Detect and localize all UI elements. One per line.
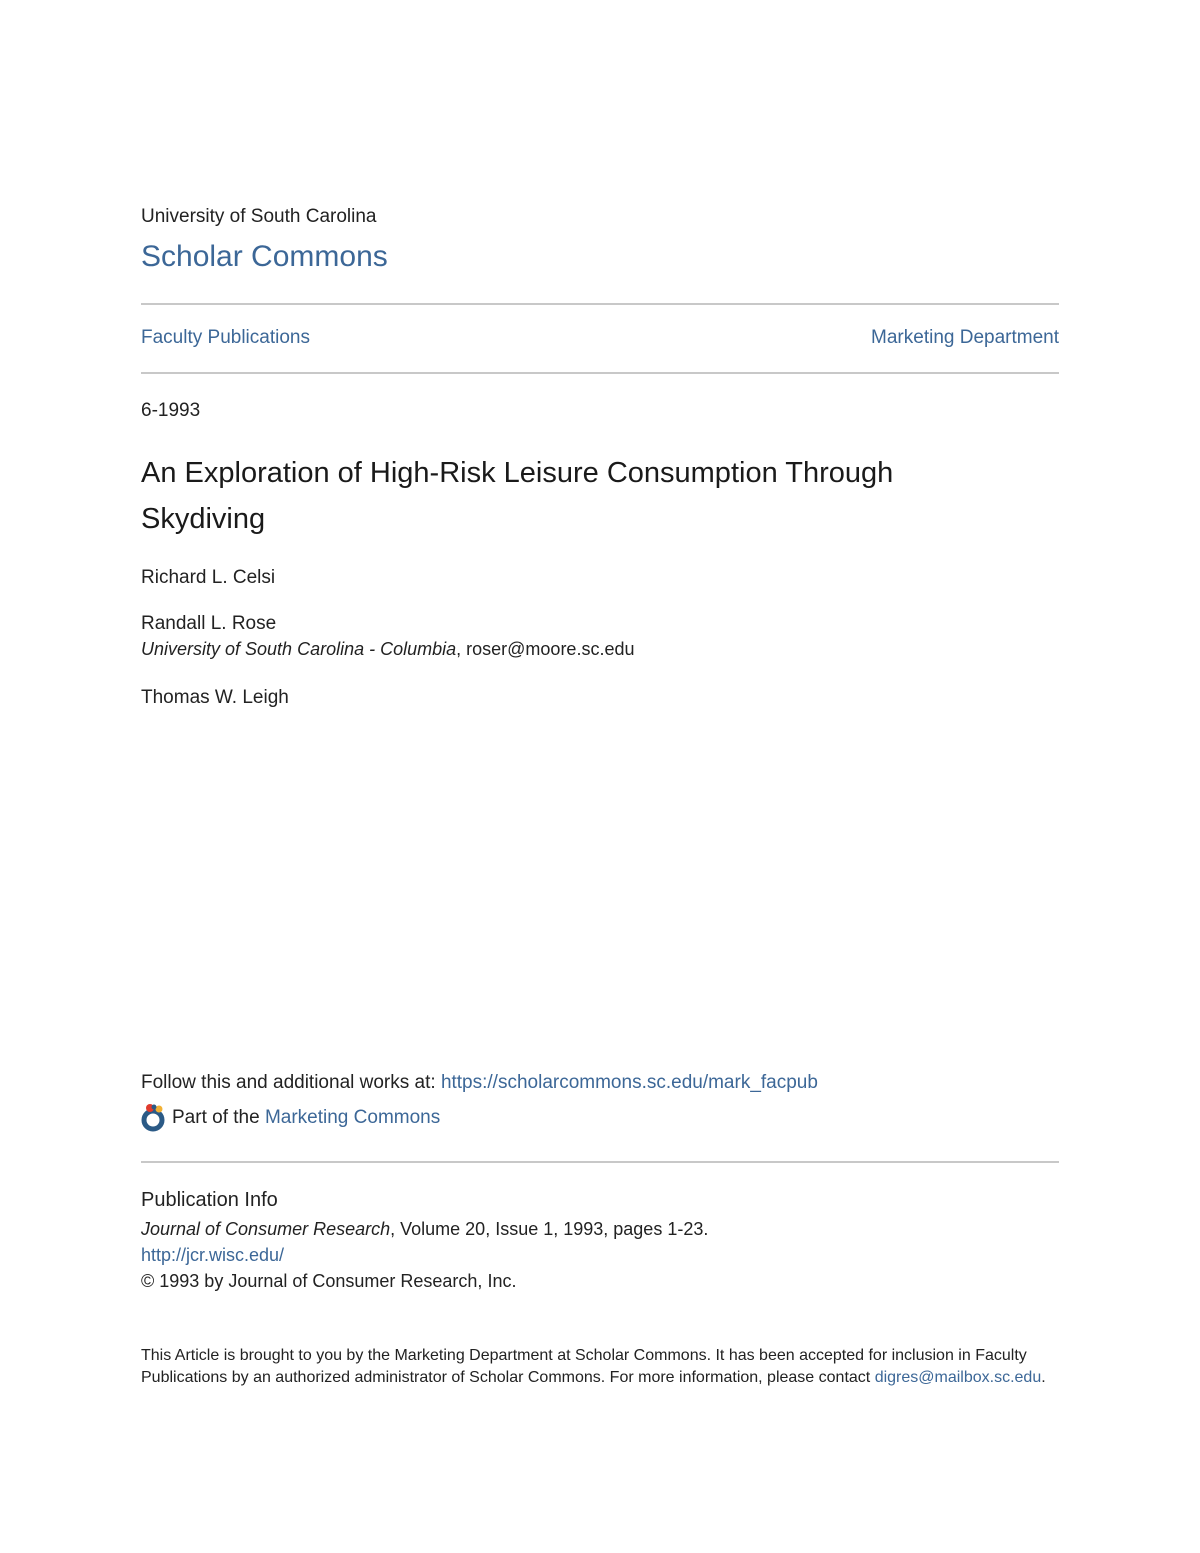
citation [141, 1219, 708, 1240]
publication-date: 6-1993 [141, 400, 201, 421]
institution: University of South Carolina - Columbia [141, 639, 457, 659]
collection-row [141, 327, 1059, 349]
divider [141, 1161, 1059, 1163]
notice-end: . [1041, 1369, 1046, 1386]
contact-email-link[interactable]: digres@mailbox.sc.edu [874, 1369, 1042, 1386]
article-title: An Exploration of High-Risk Leisure Consumption Through Skydiving [141, 457, 894, 535]
collection-url-link[interactable]: https://scholarcommons.sc.edu/mark_facpub [440, 1072, 818, 1093]
author-affiliation [141, 639, 634, 660]
citation-details: , Volume 20, Issue 1, 1993, pages 1-23. [390, 1219, 709, 1239]
series-link[interactable]: Faculty Publications [141, 327, 310, 348]
repository-link[interactable]: Scholar Commons [141, 240, 388, 273]
department-link[interactable]: Marketing Department [871, 327, 1059, 348]
journal-url-link[interactable]: http://jcr.wisc.edu/ [141, 1245, 285, 1265]
part-of-text: Part of the [172, 1107, 260, 1128]
journal-name: Journal of Consumer Research [141, 1219, 391, 1239]
follow-text: Follow this and additional works at: [141, 1072, 441, 1093]
repository-notice [141, 1345, 1059, 1389]
author-name: Thomas W. Leigh [141, 687, 289, 708]
publication-info-heading: Publication Info [141, 1189, 278, 1211]
author-name: Randall L. Rose [141, 613, 277, 634]
part-of-line [141, 1103, 440, 1133]
university-name: University of South Carolina [141, 206, 377, 227]
network-logo-icon [141, 1103, 167, 1133]
divider [141, 303, 1059, 305]
author-name: Richard L. Celsi [141, 567, 276, 588]
author-email: , roser@moore.sc.edu [456, 639, 635, 659]
notice-text: This Article is brought to you by the Marketing Department at Scholar Commons. It has been accepted for inclusion in Faculty Publications by an authorized administrator of Scholar Commons. For more information, please contact [141, 1347, 1027, 1386]
cover-page [141, 0, 1059, 1553]
marketing-commons-link[interactable]: Marketing Commons [264, 1107, 441, 1128]
copyright: © 1993 by Journal of Consumer Research, Inc. [141, 1271, 517, 1291]
divider [141, 372, 1059, 374]
follow-line [141, 1072, 818, 1094]
